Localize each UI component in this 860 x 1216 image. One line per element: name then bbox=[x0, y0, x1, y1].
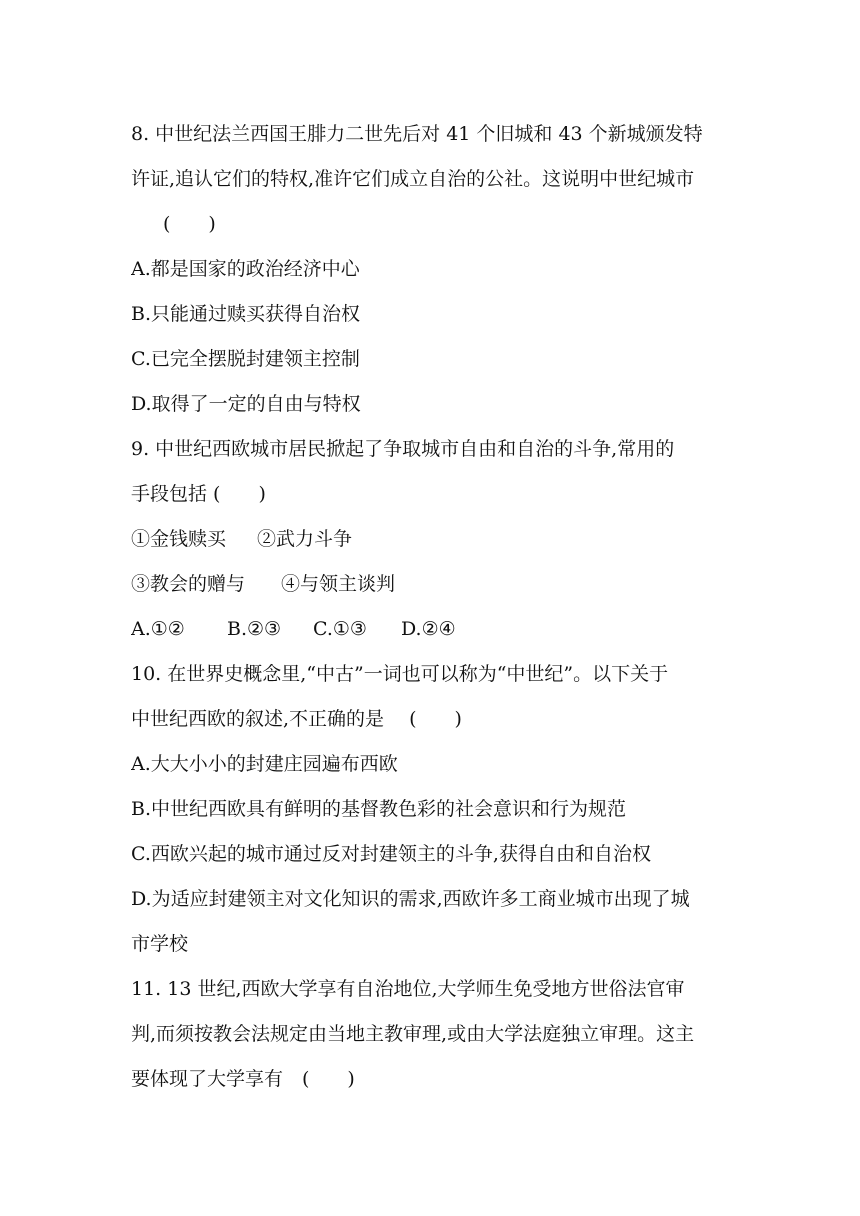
q10-option-b: B.中世纪西欧具有鲜明的基督教色彩的社会意识和行为规范 bbox=[131, 798, 627, 820]
q10-option-d-continued: 市学校 bbox=[131, 933, 189, 955]
q8-stem-line-2: 许证,追认它们的特权,准许它们成立自治的公社。这说明中世纪城市 bbox=[131, 168, 695, 190]
q9-items-row-1 bbox=[131, 517, 735, 562]
q9-stem-line-1: 9. 中世纪西欧城市居民掀起了争取城市自由和自治的斗争,常用的 bbox=[131, 438, 675, 460]
q10-option-c: C.西欧兴起的城市通过反对封建领主的斗争,获得自由和自治权 bbox=[131, 843, 651, 865]
q10-stem-line-2: 中世纪西欧的叙述,不正确的是 ( ) bbox=[131, 708, 462, 730]
q8-answer-blank: ( ) bbox=[163, 213, 216, 235]
q11-stem-line-1: 11. 13 世纪,西欧大学享有自治地位,大学师生免受地方世俗法官审 bbox=[131, 978, 685, 1000]
q9-item-3: ③教会的赠与 bbox=[131, 573, 246, 595]
question-page bbox=[131, 112, 735, 1102]
q9-item-1: ①金钱赎买 bbox=[131, 528, 227, 550]
q9-item-4: ④与领主谈判 bbox=[281, 573, 396, 595]
q9-option-c: C.①③ bbox=[313, 618, 367, 640]
q9-item-2: ②武力斗争 bbox=[257, 528, 353, 550]
q9-options-row bbox=[131, 607, 735, 652]
q8-option-c: C.已完全摆脱封建领主控制 bbox=[131, 348, 360, 370]
q9-stem-line-2: 手段包括 ( ) bbox=[131, 483, 266, 505]
q9-items-row-2 bbox=[131, 562, 735, 607]
q9-option-d: D.②④ bbox=[401, 618, 456, 640]
q9-option-b: B.②③ bbox=[227, 618, 282, 640]
q11-stem-line-3: 要体现了大学享有 ( ) bbox=[131, 1068, 355, 1090]
q10-stem-line-1: 10. 在世界史概念里,“中古”一词也可以称为“中世纪”。以下关于 bbox=[131, 663, 669, 685]
q10-option-d: D.为适应封建领主对文化知识的需求,西欧许多工商业城市出现了城 bbox=[131, 888, 690, 910]
q8-option-b: B.只能通过赎买获得自治权 bbox=[131, 303, 361, 325]
q8-stem-line-1: 8. 中世纪法兰西国王腓力二世先后对 41 个旧城和 43 个新城颁发特 bbox=[131, 123, 703, 145]
q8-option-d: D.取得了一定的自由与特权 bbox=[131, 393, 361, 415]
q10-option-a: A.大大小小的封建庄园遍布西欧 bbox=[131, 753, 398, 775]
q11-stem-line-2: 判,而须按教会法规定由当地主教审理,或由大学法庭独立审理。这主 bbox=[131, 1023, 695, 1045]
q8-option-a: A.都是国家的政治经济中心 bbox=[131, 258, 360, 280]
q9-option-a: A.①② bbox=[131, 618, 185, 640]
